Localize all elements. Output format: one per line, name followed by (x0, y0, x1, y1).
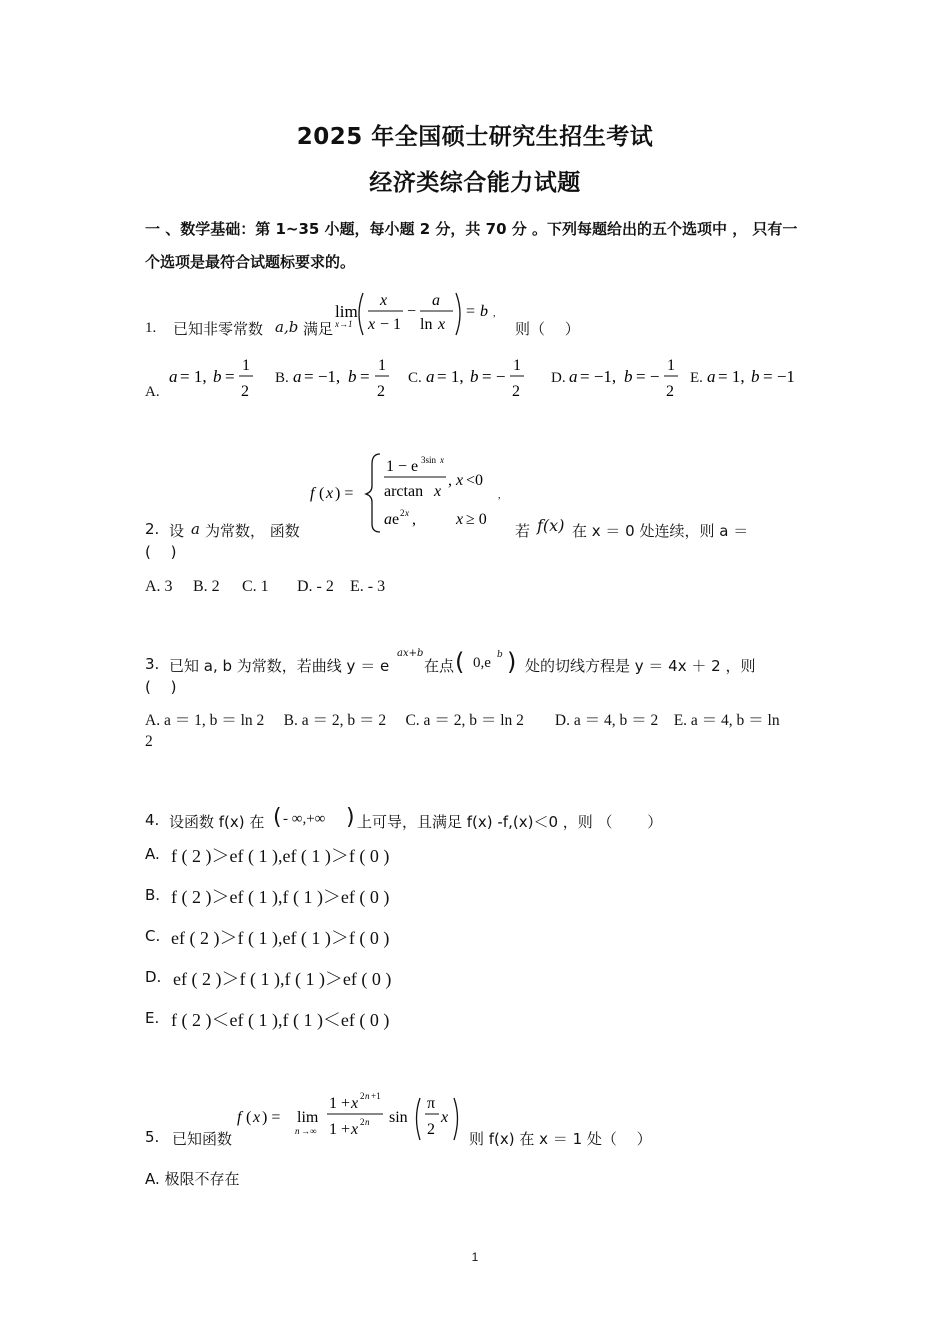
svg-text:= 1,: = 1, (180, 367, 207, 386)
svg-text:x: x (456, 511, 464, 528)
svg-text:n: n (365, 1117, 370, 1127)
q4-stem-interval: - ∞,+∞ (283, 811, 326, 827)
q1-limit-formula (335, 287, 505, 341)
q3-options-line2[interactable]: 2 (145, 733, 153, 750)
svg-text:) =: ) = (335, 485, 354, 502)
q4-option-c-letter: C. (145, 927, 161, 945)
q4-option-a-letter: A. (145, 845, 160, 863)
q1-option-b-letter[interactable]: B. (275, 370, 289, 386)
q5-limit-formula (237, 1088, 469, 1148)
q3-stem: 已知 a, b 为常数，若曲线 y ＝ e (169, 657, 390, 675)
svg-text:,: , (493, 308, 496, 319)
svg-text:x: x (380, 292, 388, 309)
svg-text:(: ( (319, 485, 325, 502)
q2-piecewise-formula (310, 450, 510, 534)
q1-option-d-letter[interactable]: D. (551, 370, 566, 386)
svg-text:b: b (624, 367, 633, 386)
question-1 (145, 287, 810, 347)
svg-text:≥ 0: ≥ 0 (466, 511, 487, 528)
q1-option-b[interactable] (293, 352, 398, 402)
q2-option-c[interactable]: C. 1 (242, 578, 269, 595)
q4-option-b-text: f ( 2 )＞ef ( 1 ),f ( 1 )＞ef ( 0 ) (171, 887, 390, 907)
svg-text:2: 2 (427, 1121, 435, 1138)
svg-text:x: x (438, 316, 446, 333)
q4-stem-pre: 设函数 f(x) 在 (169, 813, 265, 831)
svg-text:x: x (351, 1121, 359, 1138)
svg-text:= 1,: = 1, (718, 367, 745, 386)
exam-subtitle: 经济类综合能力试题 (369, 170, 581, 196)
q4-option-d-letter: D. (145, 968, 162, 986)
page-number: 1 (471, 1250, 479, 1264)
q1-stem-vars: a,b (275, 318, 299, 336)
q3-stem-paren: ( ) (145, 678, 177, 696)
svg-text:a: a (293, 367, 302, 386)
svg-text:x: x (441, 1109, 449, 1126)
svg-text:f: f (310, 485, 315, 502)
q1-option-c-letter[interactable]: C. (408, 370, 422, 386)
svg-text:1: 1 (242, 357, 250, 374)
svg-text:+1: +1 (371, 1091, 381, 1101)
svg-text:x: x (456, 472, 464, 489)
q4-option-e-text: f ( 2 )＜ef ( 1 ),f ( 1 )＜ef ( 0 ) (171, 1010, 390, 1030)
svg-text:n: n (295, 1126, 300, 1136)
q4-number: 4. (145, 811, 160, 829)
svg-text:b: b (470, 367, 479, 386)
q2-option-d[interactable]: D. - 2 (297, 578, 334, 595)
q1-stem-pre: 已知非零常数 (173, 320, 264, 338)
svg-text:lim: lim (297, 1109, 319, 1126)
q3-paren-right: ) (507, 648, 517, 676)
q1-option-a-letter[interactable]: A. (145, 384, 160, 400)
svg-text:x: x (351, 1095, 359, 1112)
question-2 (145, 450, 810, 560)
q3-number: 3. (145, 655, 160, 673)
svg-text:) =: ) = (262, 1109, 281, 1126)
svg-text:ln: ln (420, 316, 433, 333)
svg-text:1: 1 (513, 357, 521, 374)
svg-text:f: f (237, 1109, 242, 1126)
q2-fx: f(x) (537, 516, 565, 535)
q5-stem-post: 则 f(x) 在 x ＝ 1 处（ ） (469, 1130, 652, 1148)
question-5 (145, 1088, 810, 1148)
svg-text:a: a (169, 367, 178, 386)
q2-option-b[interactable]: B. 2 (193, 578, 220, 595)
svg-text:2: 2 (360, 1117, 365, 1127)
svg-text:arctan: arctan (384, 483, 424, 500)
q4-option-b[interactable] (145, 886, 390, 907)
q4-paren-left: ( (273, 805, 282, 830)
svg-text:a: a (569, 367, 578, 386)
q4-paren-right: ) (346, 805, 355, 830)
q2-stem-pre: 设 (169, 522, 185, 540)
q2-stem-var: a (191, 520, 200, 538)
svg-text:(: ( (246, 1109, 252, 1126)
svg-text:= −1,: = −1, (580, 367, 617, 386)
svg-text:a: a (426, 367, 435, 386)
section-heading: 一 、数学基础：第 1~35 小题，每小题 2 分，共 70 分 。下列每题给出的五个选项中 ， 只有一 个选项是最符合试题标要求的。 (145, 220, 798, 271)
q4-option-d[interactable] (145, 968, 392, 989)
question-4 (145, 805, 810, 835)
svg-text:a: a (432, 292, 440, 309)
q4-option-c[interactable] (145, 927, 390, 948)
svg-text:x: x (434, 483, 442, 500)
q3-stem-point: 0,e (473, 655, 491, 671)
svg-text:1: 1 (378, 357, 386, 374)
svg-text:n: n (365, 1091, 370, 1101)
svg-text:,: , (412, 511, 416, 528)
svg-text:−: − (407, 303, 417, 320)
q5-option-a[interactable]: A. 极限不存在 (145, 1170, 240, 1188)
q2-stem-mid: 为常数， 函数 (205, 522, 300, 540)
svg-text:2: 2 (377, 383, 385, 400)
q1-option-d[interactable] (569, 352, 684, 402)
svg-text:→∞: →∞ (301, 1126, 317, 1136)
svg-text:2: 2 (666, 383, 674, 400)
svg-text:1 +: 1 + (329, 1095, 351, 1112)
q5-stem-pre: 已知函数 (172, 1130, 233, 1148)
q1-option-e-letter[interactable]: E. (690, 370, 703, 386)
svg-text:lim: lim (335, 302, 358, 321)
q3-stem-end: 处的切线方程是 y ＝ 4x ＋ 2 ，则 (525, 657, 756, 675)
q4-option-a-text: f ( 2 )＞ef ( 1 ),ef ( 1 )＞f ( 0 ) (171, 846, 390, 866)
svg-text:=: = (466, 303, 476, 320)
svg-text:= −: = − (636, 367, 660, 386)
svg-text:x: x (405, 508, 409, 518)
svg-text:b: b (213, 367, 222, 386)
svg-text:x: x (326, 485, 334, 502)
q1-options (145, 352, 810, 404)
svg-text:,: , (498, 490, 501, 501)
svg-text:a: a (707, 367, 716, 386)
q1-option-c[interactable] (426, 352, 531, 402)
svg-text:sin: sin (389, 1109, 408, 1126)
svg-text:a: a (384, 511, 392, 528)
q4-option-c-text: ef ( 2 )＞f ( 1 ),ef ( 1 )＞f ( 0 ) (171, 928, 390, 948)
q3-paren-left: ( (455, 648, 465, 676)
q5-number: 5. (145, 1128, 160, 1146)
q4-option-e-letter: E. (145, 1009, 160, 1027)
q1-number: 1. (145, 320, 157, 336)
q2-stem-paren: ( ) (145, 543, 177, 561)
q4-stem-mid: 上可导，且满足 f(x) -f,(x)＜0 ，则 （ ） (357, 813, 663, 831)
q4-option-b-letter: B. (145, 886, 161, 904)
svg-text:b: b (348, 367, 357, 386)
q1-stem-mid: 满足 (303, 320, 334, 338)
q4-option-e[interactable] (145, 1009, 390, 1030)
exam-title: 2025 年全国硕士研究生招生考试 (296, 124, 654, 150)
svg-text:e: e (392, 511, 400, 528)
q1-option-e[interactable] (707, 352, 812, 402)
svg-text:x: x (253, 1109, 261, 1126)
svg-text:2: 2 (360, 1091, 365, 1101)
svg-text:1 − e: 1 − e (386, 458, 419, 475)
svg-text:x: x (440, 455, 444, 465)
svg-text:2: 2 (241, 383, 249, 400)
q2-stem-end: 在 x ＝ 0 处连续，则 a ＝ (572, 522, 749, 540)
svg-text:<0: <0 (466, 472, 484, 489)
svg-text:b: b (751, 367, 760, 386)
svg-text:2: 2 (400, 508, 405, 518)
svg-text:= −1,: = −1, (304, 367, 341, 386)
q3-options-line1[interactable]: A. a ＝ 1, b ＝ ln 2 B. a ＝ 2, b ＝ 2 C. a ＝ 2, b ＝ ln 2 D. a ＝ 4, b ＝ 2 E. a ＝ 4, b ＝ ln (145, 712, 780, 729)
q4-option-a[interactable] (145, 845, 390, 866)
q3-stem-mid: 在点 (424, 657, 455, 675)
svg-text:=: = (225, 367, 235, 386)
svg-text:π: π (427, 1095, 436, 1112)
svg-text:3sin: 3sin (421, 455, 437, 465)
q4-option-d-text: ef ( 2 )＞f ( 1 ),f ( 1 )＞ef ( 0 ) (173, 969, 392, 989)
question-3 (145, 648, 810, 698)
svg-text:,: , (448, 472, 452, 489)
svg-text:1: 1 (667, 357, 675, 374)
svg-text:b: b (480, 303, 488, 320)
q2-option-a[interactable]: A. 3 (145, 578, 173, 595)
svg-text:1 +: 1 + (329, 1121, 351, 1138)
svg-text:x→1: x→1 (335, 319, 353, 329)
q2-number: 2. (145, 520, 160, 538)
q2-option-e[interactable]: E. - 3 (350, 578, 386, 595)
svg-text:− 1: − 1 (380, 316, 402, 333)
svg-text:2: 2 (512, 383, 520, 400)
q1-stem-post: 则（ ） (515, 320, 580, 338)
svg-text:= −1: = −1 (763, 367, 795, 386)
svg-text:x: x (368, 316, 376, 333)
q2-stem-post: 若 (515, 522, 531, 540)
svg-text:=: = (360, 367, 370, 386)
svg-text:= −: = − (482, 367, 506, 386)
q3-stem-sup: ax+b (397, 648, 424, 659)
q1-option-a[interactable] (169, 352, 264, 402)
q3-options (145, 710, 810, 752)
svg-text:= 1,: = 1, (437, 367, 464, 386)
q3-stem-point-sup: b (497, 650, 503, 660)
